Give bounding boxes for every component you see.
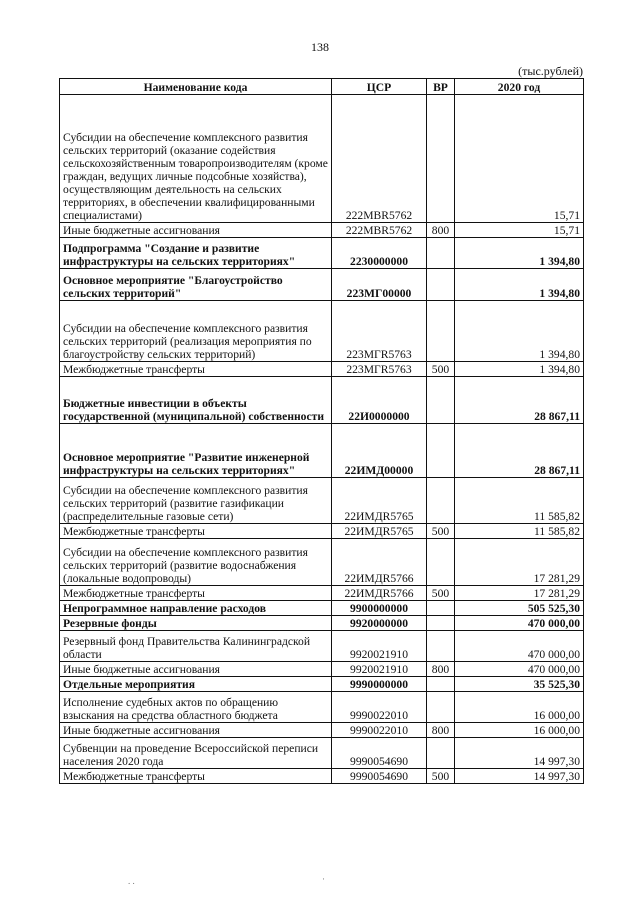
table-row bbox=[60, 377, 584, 424]
row-vr bbox=[427, 677, 455, 692]
row-sum: 15,71 bbox=[455, 223, 584, 238]
row-name: Подпрограмма "Создание и развитие инфраструктуры на сельских территориях" bbox=[60, 238, 332, 269]
row-sum: 28 867,11 bbox=[455, 424, 584, 478]
row-name: Основное мероприятие "Благоустройство сельских территорий" bbox=[60, 269, 332, 301]
table-row bbox=[60, 301, 584, 362]
row-vr: 500 bbox=[427, 769, 455, 784]
row-name: Иные бюджетные ассигнования bbox=[60, 662, 332, 677]
header-sum: 2020 год bbox=[455, 79, 584, 95]
table-row bbox=[60, 539, 584, 586]
row-sum: 1 394,80 bbox=[455, 238, 584, 269]
table-row bbox=[60, 478, 584, 524]
row-sum: 35 525,30 bbox=[455, 677, 584, 692]
row-name: Иные бюджетные ассигнования bbox=[60, 723, 332, 738]
table-row bbox=[60, 662, 584, 677]
row-csr: 223МГR5763 bbox=[332, 301, 427, 362]
row-csr: 22И0000000 bbox=[332, 377, 427, 424]
row-csr: 9920000000 bbox=[332, 616, 427, 631]
row-vr bbox=[427, 738, 455, 769]
row-csr: 9990054690 bbox=[332, 769, 427, 784]
table-row bbox=[60, 601, 584, 616]
row-vr: 500 bbox=[427, 362, 455, 377]
row-vr bbox=[427, 631, 455, 662]
row-name: Субсидии на обеспечение комплексного развития сельских территорий (развитие водоснабжения (локальные водопроводы) bbox=[60, 539, 332, 586]
row-vr bbox=[427, 377, 455, 424]
table-row bbox=[60, 269, 584, 301]
row-vr: 800 bbox=[427, 662, 455, 677]
row-sum: 505 525,30 bbox=[455, 601, 584, 616]
row-csr: 222МВR5762 bbox=[332, 223, 427, 238]
row-sum: 11 585,82 bbox=[455, 478, 584, 524]
row-name: Субсидии на обеспечение комплексного развития сельских территорий (оказание содействия сельскохозяйственным товаропроизводителям (кроме граждан, ведущих личные подсобные хозяйства), осуществляющим деятельность на сельских территориях, в обеспечении квалифицированными специалистами) bbox=[60, 95, 332, 223]
row-sum: 1 394,80 bbox=[455, 269, 584, 301]
row-name: Основное мероприятие "Развитие инженерной инфраструктуры на сельских территориях" bbox=[60, 424, 332, 478]
row-vr bbox=[427, 95, 455, 223]
scan-artifact: · bbox=[322, 874, 325, 884]
header-name: Наименование кода bbox=[60, 79, 332, 95]
row-vr: 800 bbox=[427, 223, 455, 238]
row-name: Отдельные мероприятия bbox=[60, 677, 332, 692]
row-vr: 500 bbox=[427, 524, 455, 539]
row-name: Резервный фонд Правительства Калининградской области bbox=[60, 631, 332, 662]
row-csr: 22ИМДR5766 bbox=[332, 539, 427, 586]
row-name: Субсидии на обеспечение комплексного развития сельских территорий (реализация мероприятия по благоустройству сельских территорий) bbox=[60, 301, 332, 362]
table-row bbox=[60, 238, 584, 269]
row-vr: 800 bbox=[427, 723, 455, 738]
row-name: Межбюджетные трансферты bbox=[60, 524, 332, 539]
table-row bbox=[60, 692, 584, 723]
row-name: Исполнение судебных актов по обращению взыскания на средства областного бюджета bbox=[60, 692, 332, 723]
row-name: Бюджетные инвестиции в объекты государственной (муниципальной) собственности bbox=[60, 377, 332, 424]
row-vr: 500 bbox=[427, 586, 455, 601]
table-body bbox=[60, 95, 584, 784]
row-vr bbox=[427, 692, 455, 723]
table-row bbox=[60, 524, 584, 539]
row-sum: 470 000,00 bbox=[455, 631, 584, 662]
row-sum: 470 000,00 bbox=[455, 616, 584, 631]
row-name: Субвенции на проведение Всероссийской переписи населения 2020 года bbox=[60, 738, 332, 769]
table-row bbox=[60, 362, 584, 377]
row-vr bbox=[427, 301, 455, 362]
table-row bbox=[60, 769, 584, 784]
table-row bbox=[60, 424, 584, 478]
row-csr: 22ИМДR5765 bbox=[332, 478, 427, 524]
row-sum: 16 000,00 bbox=[455, 723, 584, 738]
row-sum: 15,71 bbox=[455, 95, 584, 223]
scan-artifact: . . bbox=[128, 876, 135, 886]
table-row bbox=[60, 723, 584, 738]
row-csr: 223МГ00000 bbox=[332, 269, 427, 301]
table-row bbox=[60, 631, 584, 662]
row-csr: 9990022010 bbox=[332, 692, 427, 723]
row-csr: 9990054690 bbox=[332, 738, 427, 769]
row-vr bbox=[427, 478, 455, 524]
table-row bbox=[60, 738, 584, 769]
row-name: Субсидии на обеспечение комплексного развития сельских территорий (развитие газификации (распределительные газовые сети) bbox=[60, 478, 332, 524]
row-csr: 22ИМДR5766 bbox=[332, 586, 427, 601]
row-sum: 1 394,80 bbox=[455, 301, 584, 362]
row-vr bbox=[427, 539, 455, 586]
row-csr: 9990022010 bbox=[332, 723, 427, 738]
row-sum: 16 000,00 bbox=[455, 692, 584, 723]
row-name: Иные бюджетные ассигнования bbox=[60, 223, 332, 238]
row-name: Межбюджетные трансферты bbox=[60, 586, 332, 601]
row-sum: 17 281,29 bbox=[455, 539, 584, 586]
row-vr bbox=[427, 238, 455, 269]
header-vr: ВР bbox=[427, 79, 455, 95]
table-row bbox=[60, 223, 584, 238]
row-name: Резервные фонды bbox=[60, 616, 332, 631]
row-name: Межбюджетные трансферты bbox=[60, 769, 332, 784]
header-csr: ЦСР bbox=[332, 79, 427, 95]
row-sum: 11 585,82 bbox=[455, 524, 584, 539]
row-name: Межбюджетные трансферты bbox=[60, 362, 332, 377]
row-csr: 9900000000 bbox=[332, 601, 427, 616]
row-sum: 17 281,29 bbox=[455, 586, 584, 601]
row-name: Непрограммное направление расходов bbox=[60, 601, 332, 616]
row-csr: 2230000000 bbox=[332, 238, 427, 269]
row-sum: 14 997,30 bbox=[455, 769, 584, 784]
row-csr: 9990000000 bbox=[332, 677, 427, 692]
row-csr: 9920021910 bbox=[332, 662, 427, 677]
row-csr: 22ИМД00000 bbox=[332, 424, 427, 478]
units-label: (тыс.рублей) bbox=[518, 64, 583, 78]
row-sum: 28 867,11 bbox=[455, 377, 584, 424]
row-sum: 14 997,30 bbox=[455, 738, 584, 769]
row-csr: 223МГR5763 bbox=[332, 362, 427, 377]
row-vr bbox=[427, 601, 455, 616]
table-header-row bbox=[60, 79, 584, 95]
row-sum: 470 000,00 bbox=[455, 662, 584, 677]
row-csr: 222МВR5762 bbox=[332, 95, 427, 223]
table-row bbox=[60, 586, 584, 601]
page-number: 138 bbox=[311, 40, 329, 54]
table-row bbox=[60, 677, 584, 692]
budget-table bbox=[59, 78, 584, 784]
table-row bbox=[60, 616, 584, 631]
row-vr bbox=[427, 616, 455, 631]
row-vr bbox=[427, 424, 455, 478]
row-csr: 22ИМДR5765 bbox=[332, 524, 427, 539]
row-vr bbox=[427, 269, 455, 301]
row-sum: 1 394,80 bbox=[455, 362, 584, 377]
table-row bbox=[60, 95, 584, 223]
row-csr: 9920021910 bbox=[332, 631, 427, 662]
